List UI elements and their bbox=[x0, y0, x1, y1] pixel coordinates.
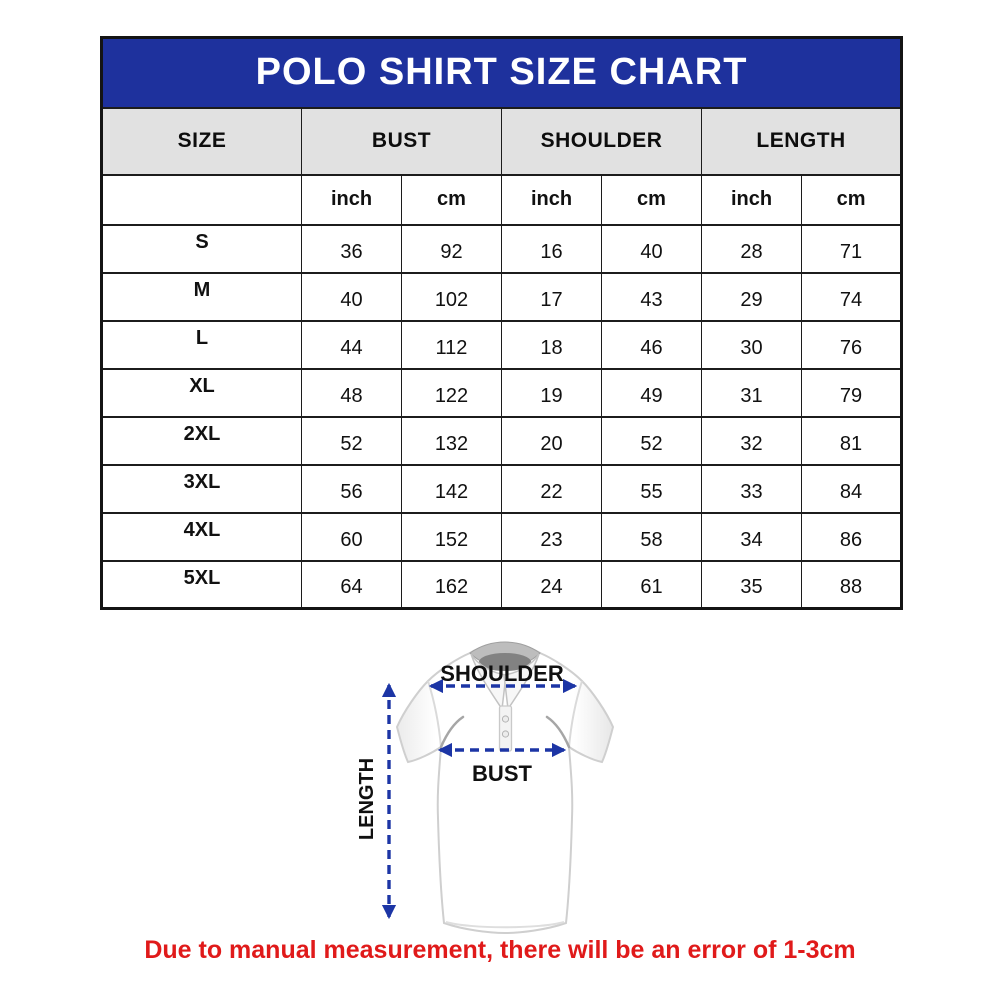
unit-header: inch bbox=[702, 175, 802, 225]
table-row-s bbox=[102, 225, 902, 273]
cell-bust-inch: 60 bbox=[302, 513, 402, 561]
cell-bust-cm: 162 bbox=[402, 561, 502, 609]
unit-header: cm bbox=[402, 175, 502, 225]
cell-shoulder-cm: 61 bbox=[602, 561, 702, 609]
cell-length-inch: 28 bbox=[702, 225, 802, 273]
size-label: 4XL bbox=[102, 513, 302, 561]
cell-length-cm: 84 bbox=[802, 465, 902, 513]
cell-length-cm: 79 bbox=[802, 369, 902, 417]
column-header-row bbox=[102, 108, 902, 175]
cell-length-inch: 31 bbox=[702, 369, 802, 417]
table-row-2xl bbox=[102, 417, 902, 465]
cell-bust-inch: 48 bbox=[302, 369, 402, 417]
length-label: LENGTH bbox=[356, 757, 378, 841]
cell-shoulder-inch: 17 bbox=[502, 273, 602, 321]
table-row-m bbox=[102, 273, 902, 321]
unit-header: inch bbox=[302, 175, 402, 225]
cell-length-inch: 30 bbox=[702, 321, 802, 369]
cell-shoulder-cm: 46 bbox=[602, 321, 702, 369]
page-title: POLO SHIRT SIZE CHART bbox=[102, 38, 902, 108]
unit-header: cm bbox=[802, 175, 902, 225]
cell-bust-inch: 52 bbox=[302, 417, 402, 465]
shoulder-label: SHOULDER bbox=[440, 661, 564, 686]
cell-shoulder-inch: 19 bbox=[502, 369, 602, 417]
cell-length-inch: 29 bbox=[702, 273, 802, 321]
cell-bust-cm: 112 bbox=[402, 321, 502, 369]
cell-shoulder-inch: 18 bbox=[502, 321, 602, 369]
table-row-xl bbox=[102, 369, 902, 417]
cell-shoulder-inch: 16 bbox=[502, 225, 602, 273]
col-header-length: LENGTH bbox=[702, 108, 902, 175]
unit-header-row bbox=[102, 175, 902, 225]
unit-header: inch bbox=[502, 175, 602, 225]
cell-bust-inch: 64 bbox=[302, 561, 402, 609]
cell-bust-cm: 92 bbox=[402, 225, 502, 273]
cell-bust-inch: 44 bbox=[302, 321, 402, 369]
cell-bust-inch: 40 bbox=[302, 273, 402, 321]
table-row-3xl bbox=[102, 465, 902, 513]
size-label: L bbox=[102, 321, 302, 369]
cell-shoulder-cm: 55 bbox=[602, 465, 702, 513]
size-label: 3XL bbox=[102, 465, 302, 513]
cell-shoulder-inch: 24 bbox=[502, 561, 602, 609]
bust-label: BUST bbox=[472, 761, 532, 786]
cell-length-inch: 32 bbox=[702, 417, 802, 465]
col-header-shoulder: SHOULDER bbox=[502, 108, 702, 175]
unit-header: cm bbox=[602, 175, 702, 225]
measurement-diagram bbox=[340, 633, 670, 940]
cell-bust-inch: 56 bbox=[302, 465, 402, 513]
button bbox=[502, 716, 508, 722]
cell-shoulder-cm: 58 bbox=[602, 513, 702, 561]
col-header-size: SIZE bbox=[102, 108, 302, 175]
cell-length-inch: 34 bbox=[702, 513, 802, 561]
cell-length-cm: 71 bbox=[802, 225, 902, 273]
size-label: M bbox=[102, 273, 302, 321]
placket bbox=[500, 706, 512, 751]
cell-bust-cm: 152 bbox=[402, 513, 502, 561]
cell-length-inch: 33 bbox=[702, 465, 802, 513]
cell-shoulder-cm: 40 bbox=[602, 225, 702, 273]
cell-shoulder-inch: 22 bbox=[502, 465, 602, 513]
unit-header-blank bbox=[102, 175, 302, 225]
size-label: XL bbox=[102, 369, 302, 417]
cell-bust-cm: 122 bbox=[402, 369, 502, 417]
cell-length-cm: 86 bbox=[802, 513, 902, 561]
cell-bust-cm: 132 bbox=[402, 417, 502, 465]
measurement-note: Due to manual measurement, there will be an error of 1-3cm bbox=[144, 936, 856, 964]
cell-shoulder-cm: 43 bbox=[602, 273, 702, 321]
cell-bust-cm: 142 bbox=[402, 465, 502, 513]
cell-length-cm: 81 bbox=[802, 417, 902, 465]
cell-length-cm: 88 bbox=[802, 561, 902, 609]
button bbox=[502, 731, 508, 737]
cell-bust-cm: 102 bbox=[402, 273, 502, 321]
table-row-l bbox=[102, 321, 902, 369]
cell-shoulder-inch: 23 bbox=[502, 513, 602, 561]
table-row-5xl bbox=[102, 561, 902, 609]
size-chart-table bbox=[100, 36, 903, 610]
cell-length-inch: 35 bbox=[702, 561, 802, 609]
cell-length-cm: 74 bbox=[802, 273, 902, 321]
cell-bust-inch: 36 bbox=[302, 225, 402, 273]
cell-shoulder-inch: 20 bbox=[502, 417, 602, 465]
table-row-4xl bbox=[102, 513, 902, 561]
cell-length-cm: 76 bbox=[802, 321, 902, 369]
size-label: 5XL bbox=[102, 561, 302, 609]
title-bar bbox=[102, 38, 902, 108]
col-header-bust: BUST bbox=[302, 108, 502, 175]
size-label: 2XL bbox=[102, 417, 302, 465]
cell-shoulder-cm: 49 bbox=[602, 369, 702, 417]
size-label: S bbox=[102, 225, 302, 273]
cell-shoulder-cm: 52 bbox=[602, 417, 702, 465]
